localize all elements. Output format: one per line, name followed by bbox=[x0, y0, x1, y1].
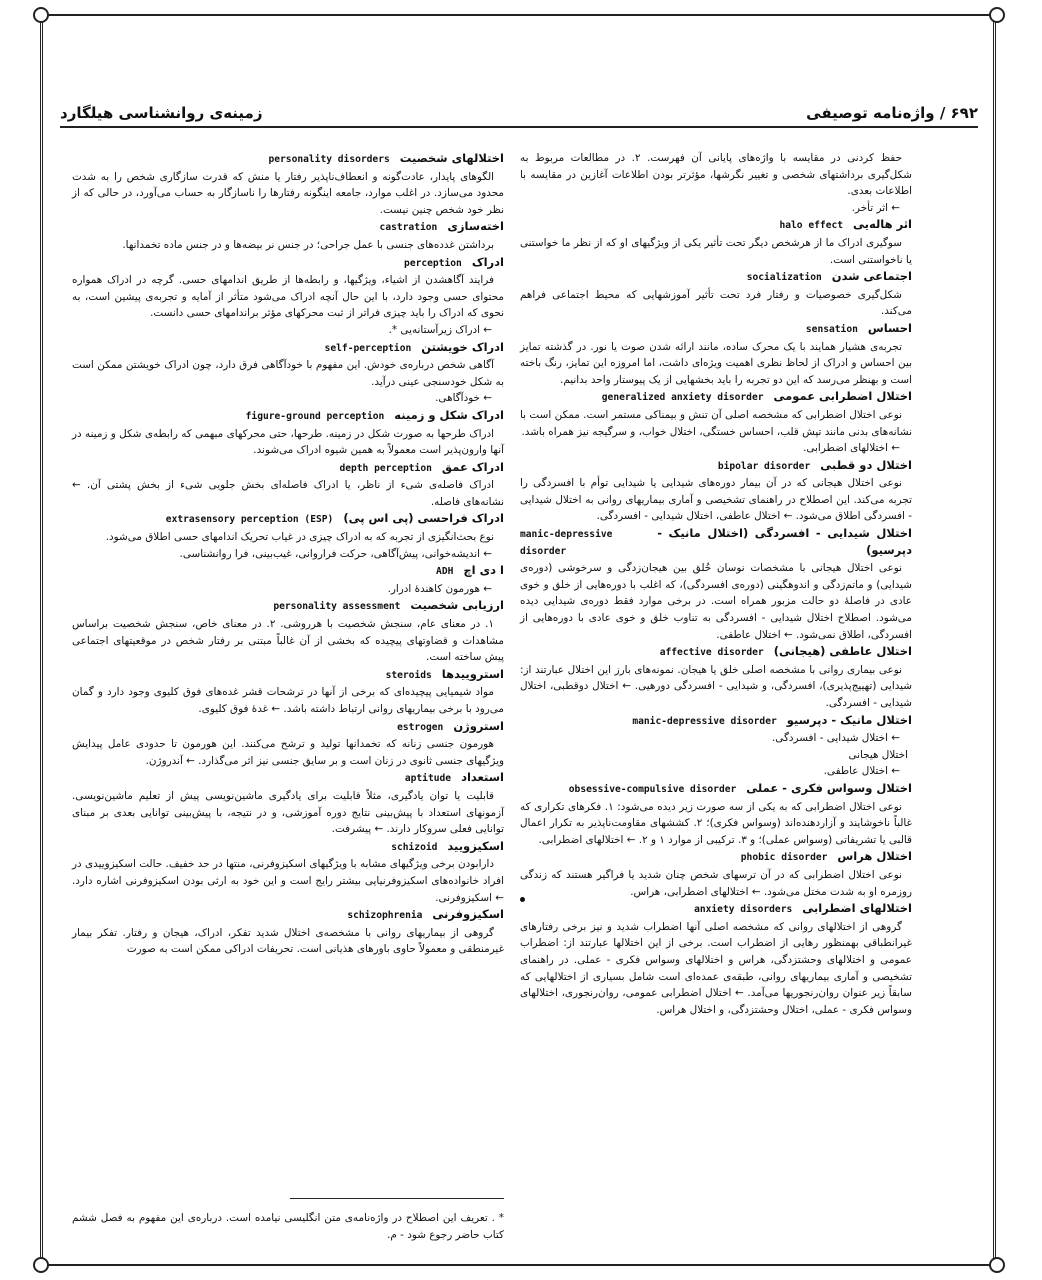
definition-text: تجربه‌ی هشیار همایند با یک محرک ساده، مانند ارائه شدن صوت یا نور. در گذشته تمایز بین احساس و ادراک از لحاظ نظری اهمیت ویژه‌ای داشت، اما امروزه این تمایز، رنگ باخته است و بهنظر می‌رسد که این دو تجربه را باید بخشهایی از یک پیوستار واحد بدانیم. bbox=[520, 340, 912, 386]
definition-text: دارابودن برخی ویژگیهای مشابه با ویژگیهای اسکیزوفرنی، منتها در حد خفیف. حالت اسکیزوییدی در افراد خانواده‌های اسکیزوفرنیایی بیشتر رایج است و این خود به ارثی بودن اسکیزوفرنی اشاره دارد. ← اسکیزوفرنی. bbox=[72, 858, 504, 904]
term-persian: اختلال دو قطبی bbox=[820, 457, 912, 472]
term-english: phobic disorder bbox=[740, 852, 828, 864]
term-persian: ادراک شکل و زمینه bbox=[394, 407, 504, 422]
term-persian: اجتماعی شدن bbox=[831, 269, 912, 284]
term-persian: اثر هاله‌یی bbox=[853, 217, 912, 232]
definition-text: ادراک فاصله‌ی شیء از ناظر، یا ادراک فاصله‌ای بخش جلویی شیء از بخش پشتی آن. ← نشانه‌های فاصله. bbox=[72, 479, 504, 508]
definition-text: حفظ کردنی در مقایسه با واژه‌های پایانی آن فهرست. ۲. در مطالعات مربوط به شکل‌گیری برداشتهای شخصی و تغییر نگرشها، مؤثرتر بودن اطلاعات آغازین در مقایسه با اطلاعات بعدی. bbox=[520, 152, 912, 198]
cross-reference: ← اندیشه‌خوانی، پیش‌آگاهی، حرکت فراروانی، غیب‌بینی، فرا روانشناسی. bbox=[179, 547, 492, 560]
running-header bbox=[60, 98, 978, 128]
term-persian: احساس bbox=[867, 320, 912, 335]
right-column bbox=[520, 150, 912, 1018]
term-english: estrogen bbox=[397, 721, 444, 733]
definition-text: گروهی از بیماریهای روانی با مشخصه‌ی اختلال شدید تفکر، ادراک، هیجان و رفتار. تفکر بیمار غیرمنطقی و معمولاً حاوی باورهای هذیانی است. تحریفات ادراکی ممکن است به صورت bbox=[72, 926, 504, 956]
term-persian: ادراک bbox=[471, 254, 504, 269]
term-persian: اختلال وسواس فکری - عملی bbox=[746, 780, 912, 795]
term-persian: ادراک خویشتن bbox=[421, 339, 504, 354]
definition-text: سوگیری ادراک ما از هرشخص دیگر تحت تأثیر یکی از ویژگیهای او که از نظر ما خواستنی یا ناخواستنی است. bbox=[520, 236, 912, 266]
term-persian: اسکیزوفرنی bbox=[432, 907, 504, 922]
term-english: generalized anxiety disorder bbox=[601, 392, 764, 404]
term-persian: اختلالهای اضطرابی bbox=[802, 901, 912, 916]
term-english: steroids bbox=[385, 669, 432, 681]
term-persian: اختلال عاطفی (هیجانی) bbox=[773, 644, 912, 659]
definition-text: ۱. در معنای عام، سنجش شخصیت با هرروشی. ۲. در معنای خاص، سنجش شخصیت براساس مشاهدات و قضاوتهای پیچیده که بخشی از آن غالباً مبتنی بر رفتار شخص در موقعیتهای اجتماعی پیش ساخته است. bbox=[72, 618, 504, 664]
term-english: personality disorders bbox=[268, 154, 390, 165]
term-persian: استروژن bbox=[453, 718, 504, 733]
bullet-mark bbox=[520, 897, 525, 902]
glossary-term bbox=[72, 218, 504, 237]
term-persian: اختلالهای شخصیت bbox=[399, 151, 504, 165]
term-english: perception bbox=[404, 257, 462, 269]
corner-ornament bbox=[33, 1257, 49, 1273]
cross-reference: ← اثر تأخر. bbox=[851, 201, 900, 214]
glossary-term bbox=[72, 510, 504, 529]
term-persian: اختلال هراس bbox=[837, 849, 912, 864]
frame-bottom-border bbox=[40, 1264, 996, 1266]
definition-text: برداشتن غدده‌های جنسی با عمل جراحی؛ در جنس نر بیضه‌ها و در جنس ماده تخمدانها. bbox=[122, 238, 494, 251]
glossary-term bbox=[520, 900, 912, 919]
definition-text: الگوهای پایدار، عادت‌گونه و انعطاف‌ناپذیر رفتار یا منش که قدرت سازگاری شخص را به شدت محدود می‌سازد. در اغلب موارد، جامعه اینگونه رفتارها را ناسازگار به حساب می‌آورد، در حالی که از نظر خود شخص چنین نیست. bbox=[72, 170, 504, 216]
term-persian: اسکیزویید bbox=[447, 838, 504, 853]
glossary-term bbox=[520, 216, 912, 235]
cross-reference: ← هورمون کاهندۀ ادرار. bbox=[387, 582, 492, 595]
glossary-term bbox=[520, 320, 912, 339]
cross-reference: ← اختلال عاطفی. bbox=[823, 765, 900, 778]
cross-reference: ← اختلال شیدایی - افسردگی. bbox=[772, 732, 900, 745]
definition-text: آگاهی شخص درباره‌ی خودش. این مفهوم با خودآگاهی فرق دارد، چون ادراک خویشتن ممکن است به شکل خودسنجی عینی درآید. bbox=[72, 359, 504, 388]
term-english: manic-depressive disorder bbox=[632, 715, 777, 727]
glossary-term bbox=[520, 643, 912, 662]
term-english: affective disorder bbox=[659, 647, 764, 659]
definition-text: قابلیت یا توان یادگیری، مثلاً قابلیت برای یادگیری ماشین‌نویسی پیش از تعلیم ماشین‌نویسی. آزمونهای استعداد با پیش‌بینی نتایج دوره آموزشی، و در نتیجه، با پیش‌بینی توانایی بعدی بر مبنای توانایی فعلی سروکار دارند. ← پیشرفت. bbox=[72, 789, 504, 836]
glossary-term bbox=[72, 562, 504, 581]
glossary-term bbox=[520, 848, 912, 867]
term-persian: استعداد bbox=[461, 770, 504, 785]
definition-text: نوعی اختلال اضطرابی که مشخصه اصلی آن تنش و بیمناکی مستمر است. ممکن است با نشانه‌های بدنی مانند تپش قلب، احساس خستگی، اختلال خواب، و سرگیجه نیز همراه باشد. bbox=[520, 408, 912, 438]
term-english: ADH bbox=[436, 566, 454, 578]
term-persian: ادراک عمق bbox=[441, 459, 504, 474]
term-persian: ادراک فراحسی (پی اس پی) bbox=[343, 511, 504, 526]
glossary-term bbox=[520, 780, 912, 799]
term-english: extrasensory perception (ESP) bbox=[165, 514, 334, 526]
glossary-term bbox=[520, 712, 912, 731]
footnote-rule bbox=[290, 1198, 504, 1199]
definition-text: شکل‌گیری خصوصیات و رفتار فرد تحت تأثیر آموزشهایی که محیط اجتماعی فراهم می‌کند. bbox=[520, 288, 912, 318]
corner-ornament bbox=[989, 1257, 1005, 1273]
glossary-term bbox=[72, 459, 504, 478]
glossary-term bbox=[520, 388, 912, 407]
term-english: schizophrenia bbox=[347, 910, 423, 922]
page-number-title: ۶۹۲ / واژه‌نامه توصیفی bbox=[806, 104, 978, 122]
glossary-term bbox=[72, 769, 504, 788]
glossary-term bbox=[72, 906, 504, 925]
term-english: halo effect bbox=[779, 220, 844, 232]
glossary-term bbox=[520, 525, 912, 560]
definition-text: نوعی اختلال اضطرابی که به یکی از سه صورت زیر دیده می‌شود: ۱. فکرهای تکراری که غالباً ناخوشایند و آزاردهنده‌اند (وسواس فکری)؛ ۲. کششهای مقاومت‌ناپذیر به تکرار اعمال قالبی یا تشریفاتی (وسواس عملی)؛ و ۳. ترکیبی از موارد ۱ و ۲. ← اختلالهای اضطرابی. bbox=[520, 800, 912, 846]
definition-text: نوعی اختلال هیجانی با مشخصات نوسان خُلق بین هیجان‌زدگی و سرخوشی (دوره‌ی شیدایی) و ماتم‌زدگی و اندوهگینی (دوره‌ی افسردگی)، که اغلب با دوره‌هایی از خلق و خوی عادی در فاصلهٔ دو حالت مزبور همراه است. در برخی موارد فقط دوره‌ی شیدایی دیده می‌شود. اصطلاح اختلال شیدایی - افسردگی به تناوب خلق و خوی عادی با دوره‌هایی از افسردگی، اطلاق نمی‌شود. ← اختلال عاطفی. bbox=[520, 562, 912, 641]
term-persian: استروییدها bbox=[441, 666, 504, 681]
cross-reference: ← اختلالهای اضطرابی. bbox=[803, 442, 900, 455]
term-english: socialization bbox=[746, 272, 822, 284]
definition-text: نوع بحث‌انگیزی از تجربه که به ادراک چیزی در غیاب تحریک اندامهای حسی اطلاق می‌شود. bbox=[105, 531, 494, 544]
corner-ornament bbox=[989, 7, 1005, 23]
term-english: sensation bbox=[805, 323, 858, 335]
definition-text: مواد شیمیایی پیچیده‌ای که برخی از آنها در ترشحات قشر غده‌های فوق کلیوی وجود دارد و گمان می‌رود با برخی بیماریهای روانی ارتباط داشته باشد. ← غدۀ فوق کلیوی. bbox=[72, 686, 504, 715]
term-persian: اختلال شیدایی - افسردگی (اختلال مانیک - دپرسیو) bbox=[657, 526, 912, 557]
term-english: anxiety disorders bbox=[694, 904, 793, 916]
corner-ornament bbox=[33, 7, 49, 23]
definition-text: فرایند آگاهشدن از اشیاء، ویژگیها، و رابطه‌ها از طریق اندامهای حسی. گرچه در ادراک همواره محتوای حسی وجود دارد، با این حال آنچه ادراک می‌شود متأثر از آمایه و تجربه‌ی پیشین است، به نحوی که ادراک را باید چیزی فراتر از ثبت محرکهای مؤثر براندامهای حسی دانست. bbox=[72, 274, 504, 320]
glossary-term bbox=[72, 150, 504, 169]
definition-text: نوعی بیماری روانی با مشخصه اصلی خلق یا هیجان. نمونه‌های بارز این اختلال عبارتند از: شیدایی (تهییج‌پذیری)، افسردگی، و شیدایی - افسردگی دورهیی. ← اختلال دوقطبی، اختلال شیدایی - افسردگی. bbox=[520, 663, 912, 709]
glossary-term bbox=[72, 597, 504, 616]
glossary-term bbox=[520, 268, 912, 287]
term-english: figure-ground perception bbox=[245, 410, 385, 422]
glossary-term bbox=[72, 407, 504, 426]
glossary-term-plain: اختلال هیجانی bbox=[848, 748, 908, 761]
term-english: bipolar disorder bbox=[717, 460, 811, 472]
definition-text: نوعی اختلال اضطرابی که در آن ترسهای شخص چنان شدید یا فراگیر هستند که زندگی روزمره او به شدت مختل می‌شود. ← اختلالهای اضطرابی، هراس. bbox=[520, 868, 912, 898]
term-persian: ارزیابی شخصیت bbox=[410, 598, 504, 613]
left-column bbox=[72, 150, 504, 958]
cross-reference: ← ادراک زیرآستانه‌یی *. bbox=[388, 323, 492, 336]
term-english: obsessive-compulsive disorder bbox=[568, 783, 737, 795]
term-english: manic-depressive disorder bbox=[520, 529, 613, 557]
definition-text: نوعی اختلال هیجانی که در آن بیمار دوره‌های شیدایی یا شیدایی توأم با افسردگی را تجربه می‌کند. این اصطلاح در راهنمای تشخیصی و آماری بیماریهای روانی به اختلال شیدایی - افسردگی اطلاق می‌شود. ← اختلال عاطفی، اختلال شیدایی - افسردگی. bbox=[520, 477, 912, 523]
footnote: * . تعریف این اصطلاح در واژه‌نامه‌ی متن انگلیسی نیامده است. درباره‌ی این مفهوم به فصل ششم کتاب حاضر رجوع شود - م. bbox=[72, 1212, 504, 1241]
glossary-term bbox=[72, 838, 504, 857]
term-persian: اختلال اضطرابی عمومی bbox=[773, 389, 912, 404]
term-english: aptitude bbox=[404, 773, 452, 785]
book-title: زمینه‌ی روانشناسی هیلگارد bbox=[60, 104, 263, 122]
glossary-term bbox=[520, 457, 912, 476]
term-english: personality assessment bbox=[273, 601, 401, 613]
cross-reference: ← خودآگاهی. bbox=[435, 392, 492, 405]
glossary-term bbox=[72, 339, 504, 358]
term-english: schizoid bbox=[391, 841, 438, 853]
glossary-term bbox=[72, 666, 504, 685]
glossary-term bbox=[72, 254, 504, 273]
term-persian: ا دی اچ bbox=[463, 563, 504, 578]
term-persian: اختلال مانیک - دپرسیو bbox=[786, 712, 912, 727]
term-english: castration bbox=[379, 222, 438, 234]
definition-text: گروهی از اختلالهای روانی که مشخصه اصلی آنها اضطراب شدید و نیز برخی رفتارهای غیرانطباقی بهمنظور رهایی از اضطراب است. برخی از این اختلالها عبارتند از: اضطراب عمومی و اختلالهای وحشتزدگی، هراس و اختلالهای وسواس فکری - عملی. در راهنمای تشخیصی و آماری بیماریهای روانی، طبقه‌ی عمده‌ای است شامل بسیاری از اختلالهایی که سابقاً زیر عنوان روان‌رنجوریها می‌آمد. ← اختلال اضطرابی عمومی، روان‌رنجوری، اختلالهای وسواس فکری - عملی، اختلال وحشتزدگی، و اختلال هراس. bbox=[520, 920, 912, 1016]
term-english: self-perception bbox=[324, 342, 412, 354]
definition-text: هورمون جنسی زنانه که تخمدانها تولید و ترشح می‌کنند. این هورمون تا حدودی عامل پیدایش ویژگیهای جنسی ثانوی در زنان است و بر سایق جنسی نیز اثر می‌گذارد. ← آندروژن. bbox=[72, 738, 504, 767]
glossary-term bbox=[72, 718, 504, 737]
definition-text: ادراک طرحها به صورت شکل در زمینه. طرحها، حتی محرکهای مبهمی که رابطه‌ی شکل و زمینه در آنها وارون‌پذیر است معمولاً به همین شیوه ادراک می‌شوند. bbox=[72, 427, 504, 457]
term-persian: اخته‌سازی bbox=[447, 219, 504, 234]
term-english: depth perception bbox=[339, 462, 432, 474]
